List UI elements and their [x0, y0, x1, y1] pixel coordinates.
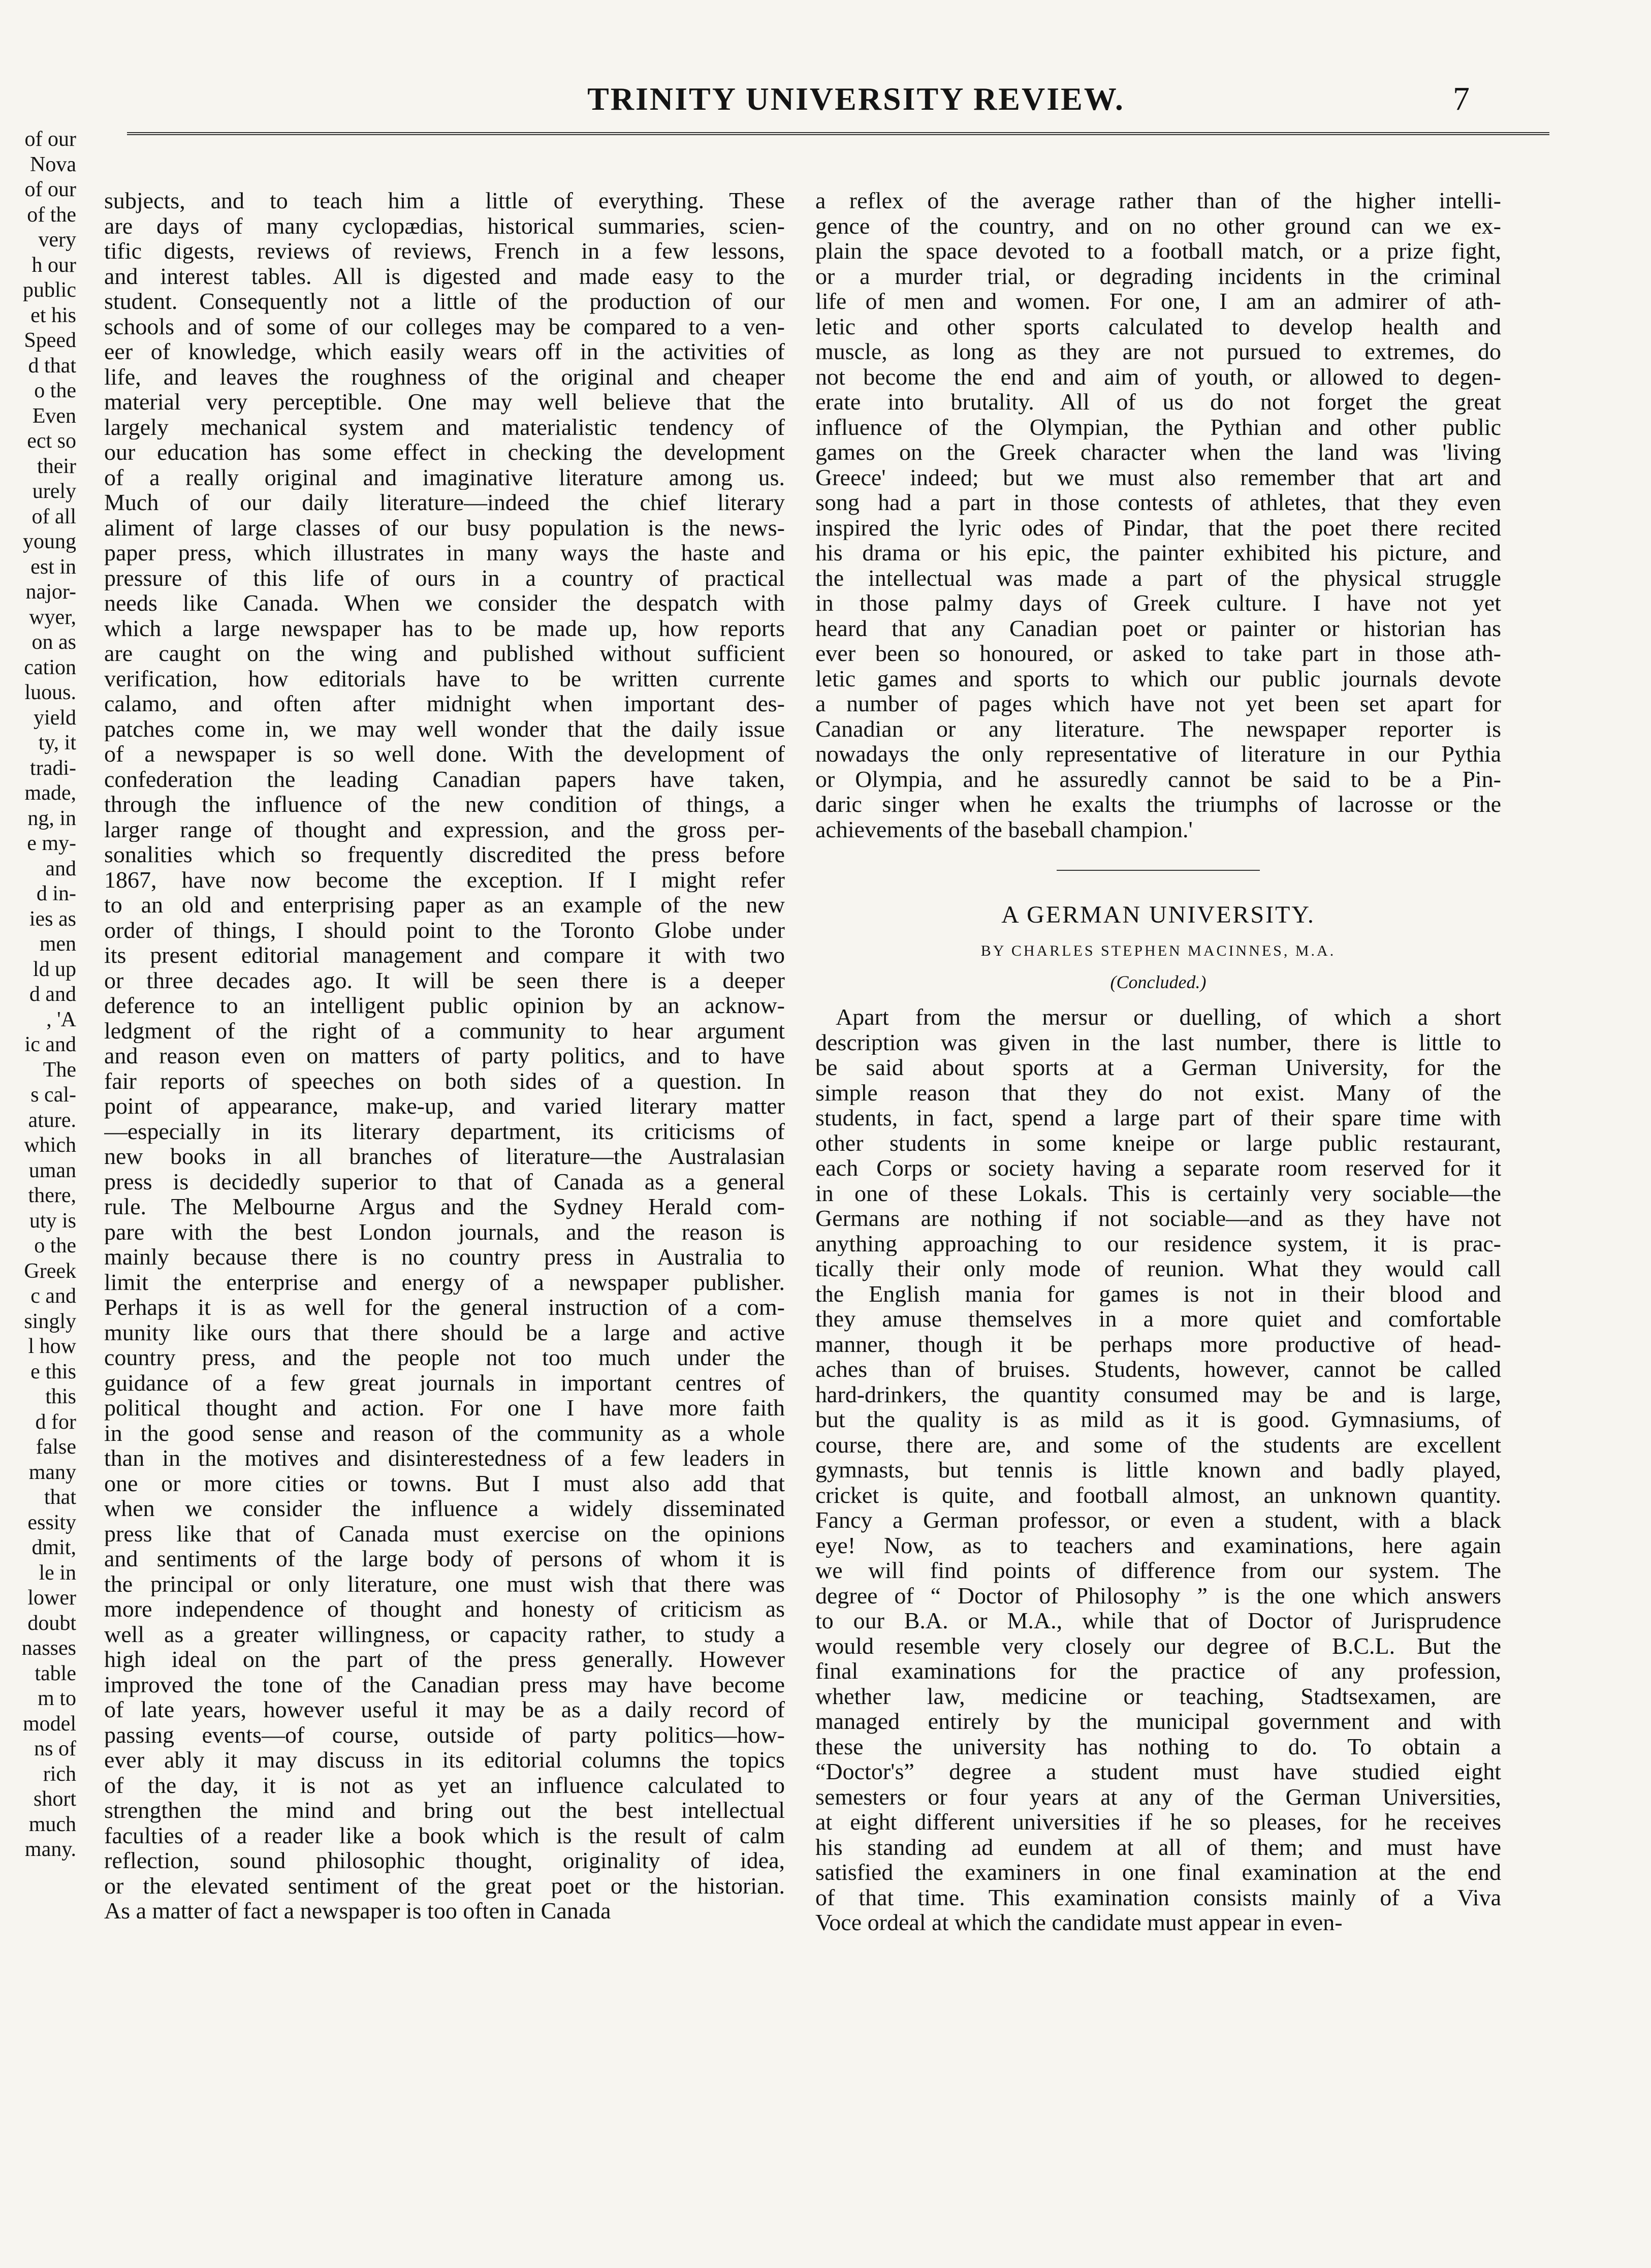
text-line: achievements of the baseball champion.': [815, 816, 1193, 842]
text-line: or three decades ago. It will be seen there is a deeper: [104, 967, 785, 993]
text-line: they amuse themselves in a more quiet and comfortable: [815, 1306, 1501, 1332]
text-line: letic and other sports calculated to develop health and: [815, 313, 1501, 339]
text-line: guidance of a few great journals in important centres of: [104, 1370, 785, 1395]
strip-line: h our: [31, 253, 76, 277]
strip-line: tradi-: [30, 756, 76, 780]
text-line: student. Consequently not a little of the production of our: [104, 289, 785, 314]
text-line: eye! Now, as to teachers and examinations, here again: [815, 1532, 1501, 1558]
text-line: or a murder trial, or degrading incidents in the criminal: [815, 263, 1501, 289]
strip-line: made,: [24, 781, 76, 805]
text-line: pare with the best London journals, and the reason is: [104, 1219, 785, 1244]
right-column-intro-text: [815, 188, 1501, 842]
text-line: subjects, and to teach him a little of everything. These: [104, 188, 785, 213]
strip-line: of our: [24, 128, 76, 151]
text-line: than in the motives and disinterestedness of a few leaders in: [104, 1445, 785, 1471]
text-line: daric singer when he exalts the triumphs of lacrosse or the: [815, 792, 1501, 817]
text-line: new books in all branches of literature—the Australasian: [104, 1144, 785, 1169]
text-line: country press, and the people not too much under the: [104, 1345, 785, 1370]
text-line: deference to an intelligent public opinion by an acknow-: [104, 993, 785, 1018]
text-line: larger range of thought and expression, and the gross per-: [104, 816, 785, 842]
text-line: muscle, as long as they are not pursued to extremes, do: [815, 339, 1501, 364]
text-line: material very perceptible. One may well believe that the: [104, 389, 785, 415]
text-line: the intellectual was made a part of the physical struggle: [815, 565, 1501, 590]
text-line: through the influence of the new condition of things, a: [104, 792, 785, 817]
text-line: patches come in, we may well wonder that the daily issue: [104, 716, 785, 741]
strip-line: nasses: [21, 1636, 76, 1660]
text-line: which a large newspaper has to be made up, how reports: [104, 615, 785, 641]
text-line: high ideal on the part of the press generally. However: [104, 1647, 785, 1672]
strip-line: cation: [24, 655, 76, 679]
text-line: whether law, medicine or teaching, Stadtsexamen, are: [815, 1683, 1501, 1709]
text-line: description was given in the last number, there is little to: [815, 1029, 1501, 1055]
text-line: letic games and sports to which our public journals devote: [815, 666, 1501, 691]
running-title: TRINITY UNIVERSITY REVIEW.: [587, 81, 1125, 117]
text-line: order of things, I should point to the Toronto Globe under: [104, 917, 785, 942]
text-line: in those palmy days of Greek culture. I have not yet: [815, 590, 1501, 616]
strip-line: of all: [31, 505, 76, 528]
text-line: to an old and enterprising paper as an example of the new: [104, 892, 785, 918]
strip-line: of the: [27, 203, 76, 227]
text-line: heard that any Canadian poet or painter or historian has: [815, 615, 1501, 641]
text-line: largely mechanical system and materialistic tendency of: [104, 414, 785, 439]
strip-line: singly: [24, 1309, 76, 1333]
text-line: eer of knowledge, which easily wears off in the activities of: [104, 339, 785, 364]
text-line: degree of “ Doctor of Philosophy ” is the one which answers: [815, 1583, 1501, 1608]
text-line: paper press, which illustrates in many ways the haste and: [104, 540, 785, 565]
text-line: erate into brutality. All of us do not forget the great: [815, 389, 1501, 415]
strip-line: ature.: [28, 1108, 76, 1132]
strip-line: s cal-: [30, 1083, 76, 1107]
strip-line: of our: [24, 178, 76, 201]
strip-line: najor-: [25, 580, 76, 604]
article-body-text: [815, 1004, 1501, 1935]
text-line: Apart from the mersur or duelling, of which a short: [836, 1004, 1501, 1030]
text-line: As a matter of fact a newspaper is too often in Canada: [104, 1898, 611, 1924]
text-line: aches than of bruises. Students, however, cannot be called: [815, 1357, 1501, 1382]
text-line: semesters or four years at any of the German Universities,: [815, 1784, 1501, 1809]
text-line: or Olympia, and he assuredly cannot be said to be a Pin-: [815, 766, 1501, 792]
text-line: Greece' indeed; but we must also remember that art and: [815, 464, 1501, 490]
text-line: political thought and action. For one I have more faith: [104, 1395, 785, 1421]
strip-line: ic and: [24, 1033, 76, 1056]
text-line: games on the Greek character when the land was 'living: [815, 439, 1501, 465]
text-line: tific digests, reviews of reviews, French in a few lessons,: [104, 238, 785, 264]
strip-line: many.: [24, 1838, 76, 1861]
text-line: satisfied the examiners in one final examination at the end: [815, 1860, 1501, 1885]
text-line: to our B.A. or M.A., while that of Doctor of Jurisprudence: [815, 1608, 1501, 1633]
strip-line: e my-: [27, 832, 76, 855]
strip-line: Nova: [30, 152, 76, 176]
text-line: of a really original and imaginative literature among us.: [104, 464, 785, 490]
strip-line: et his: [30, 303, 76, 327]
text-line: reflection, sound philosophic thought, originality of idea,: [104, 1848, 785, 1873]
text-line: his drama or his epic, the painter exhibited his picture, and: [815, 540, 1501, 565]
header-rule: [127, 132, 1549, 135]
strip-line: doubt: [27, 1611, 76, 1635]
text-line: of a newspaper is so well done. With the development of: [104, 741, 785, 767]
strip-line: yield: [34, 706, 76, 730]
text-line: mainly because there is no country press in Australia to: [104, 1244, 785, 1270]
text-line: passing events—of course, outside of party politics—how-: [104, 1722, 785, 1747]
text-line: other students in some kneipe or large public restaurant,: [815, 1130, 1501, 1155]
text-line: 1867, have now become the exception. If I might refer: [104, 867, 785, 892]
text-line: cricket is quite, and football almost, an unknown quantity.: [815, 1482, 1501, 1507]
strip-line: short: [34, 1787, 76, 1811]
strip-line: and: [45, 857, 76, 880]
strip-line: their: [37, 454, 76, 478]
strip-line: young: [23, 530, 76, 553]
text-line: plain the space devoted to a football match, or a prize fight,: [815, 238, 1501, 264]
text-line: simple reason that they do not exist. Many of the: [815, 1080, 1501, 1105]
text-line: limit the enterprise and energy of a newspaper publisher.: [104, 1269, 785, 1295]
text-line: its present editorial management and compare it with two: [104, 942, 785, 968]
text-line: gymnasts, but tennis is little known and badly played,: [815, 1457, 1501, 1483]
strip-line: e this: [30, 1360, 76, 1383]
strip-line: this: [45, 1385, 76, 1408]
strip-line: urely: [32, 480, 76, 503]
text-line: when we consider the influence a widely disseminated: [104, 1496, 785, 1521]
strip-line: on as: [31, 631, 76, 654]
text-line: one or more cities or towns. But I must also add that: [104, 1470, 785, 1496]
text-line: the principal or only literature, one must wish that there was: [104, 1571, 785, 1596]
strip-line: c and: [30, 1284, 76, 1308]
strip-line: d that: [28, 354, 76, 377]
strip-line: o the: [34, 379, 76, 402]
article-continuation-note: (Concluded.): [1110, 972, 1206, 992]
text-line: hard-drinkers, the quantity consumed may be and is large,: [815, 1381, 1501, 1407]
text-line: munity like ours that there should be a large and active: [104, 1319, 785, 1345]
page-header: [102, 76, 1560, 142]
strip-line: uman: [28, 1158, 76, 1182]
text-line: managed entirely by the municipal government and with: [815, 1709, 1501, 1734]
text-line: nowadays the only representative of literature in our Pythia: [815, 741, 1501, 767]
text-line: —especially in its literary department, its criticisms of: [104, 1118, 785, 1144]
strip-line: men: [39, 932, 76, 956]
strip-line: l how: [28, 1335, 76, 1358]
right-column: [815, 188, 1501, 1935]
text-line: “Doctor's” degree a student must have studied eight: [815, 1759, 1501, 1784]
strip-line: d for: [35, 1410, 76, 1434]
strip-line: d and: [29, 983, 76, 1006]
strip-line: false: [36, 1435, 76, 1459]
text-line: ever ably it may discuss in its editorial columns the topics: [104, 1747, 785, 1773]
text-line: be said about sports at a German University, for the: [815, 1055, 1501, 1080]
article-title: A GERMAN UNIVERSITY.: [1001, 901, 1315, 928]
text-line: rule. The Melbourne Argus and the Sydney Herald com-: [104, 1194, 785, 1219]
text-line: fair reports of speeches on both sides of a question. In: [104, 1068, 785, 1093]
text-line: confederation the leading Canadian papers have taken,: [104, 766, 785, 792]
text-line: students, in fact, spend a large part of their spare time with: [815, 1105, 1501, 1130]
text-line: would resemble very closely our degree of B.C.L. But the: [815, 1633, 1501, 1658]
text-line: Canadian or any literature. The newspaper reporter is: [815, 716, 1501, 741]
text-line: manner, though it be perhaps more productive of head-: [815, 1331, 1501, 1357]
strip-lines: [0, 127, 81, 1863]
text-line: needs like Canada. When we consider the despatch with: [104, 590, 785, 616]
strip-line: ld up: [33, 957, 76, 981]
text-line: faculties of a reader like a book which is the result of calm: [104, 1822, 785, 1848]
strip-line: model: [23, 1712, 76, 1736]
text-line: schools and of some of our colleges may be compared to a ven-: [104, 313, 785, 339]
text-line: in one of these Lokals. This is certainly very sociable—the: [815, 1180, 1501, 1206]
strip-line: much: [28, 1812, 76, 1836]
text-line: aliment of large classes of our busy population is the news-: [104, 515, 785, 540]
text-line: sonalities which so frequently discredited the press before: [104, 842, 785, 867]
strip-line: , 'A: [46, 1007, 76, 1031]
text-line: well as a greater willingness, or capacity rather, to study a: [104, 1621, 785, 1647]
strip-edge-rule: [0, 127, 2, 2210]
strip-line: The: [43, 1058, 76, 1082]
text-line: Voce ordeal at which the candidate must appear in even-: [815, 1910, 1343, 1935]
text-line: more independence of thought and honesty of criticism as: [104, 1596, 785, 1622]
strip-line: Even: [32, 404, 76, 428]
text-line: and interest tables. All is digested and made easy to the: [104, 263, 785, 289]
text-line: anything approaching to our residence system, it is prac-: [815, 1231, 1501, 1256]
text-line: song had a part in those contests of athletes, that they even: [815, 490, 1501, 515]
strip-line: luous.: [24, 681, 76, 704]
text-line: press like that of Canada must exercise on the opinions: [104, 1521, 785, 1546]
article-byline: BY CHARLES STEPHEN MACINNES, M.A.: [980, 942, 1336, 959]
text-line: his standing ad eundem at all of them; and must have: [815, 1834, 1501, 1860]
text-line: final examinations for the practice of any profession,: [815, 1658, 1501, 1684]
strip-line: o the: [34, 1234, 76, 1257]
text-line: life, and leaves the roughness of the original and cheaper: [104, 364, 785, 389]
text-line: or the elevated sentiment of the great poet or the historian.: [104, 1873, 785, 1898]
text-line: ever been so honoured, or asked to take part in those ath-: [815, 641, 1501, 666]
strip-line: lower: [27, 1586, 76, 1610]
text-line: a reflex of the average rather than of the higher intelli-: [815, 188, 1501, 213]
strip-line: est in: [30, 555, 76, 579]
text-line: point of appearance, make-up, and varied literary matter: [104, 1093, 785, 1119]
text-line: gence of the country, and on no other ground can we ex-: [815, 213, 1501, 238]
text-line: course, there are, and some of the students are excellent: [815, 1432, 1501, 1457]
strip-line: dmit,: [31, 1536, 76, 1559]
text-line: but the quality is as mild as it is good. Gymnasiums, of: [815, 1407, 1501, 1432]
strip-line: ect so: [27, 429, 76, 453]
text-line: are days of many cyclopædias, historical summaries, scien-: [104, 213, 785, 238]
strip-line: Speed: [24, 329, 76, 352]
strip-line: rich: [43, 1762, 76, 1786]
left-margin-strip: [0, 127, 81, 2210]
text-line: and sentiments of the large body of persons of whom it is: [104, 1546, 785, 1571]
text-line: we will find points of difference from our system. The: [815, 1558, 1501, 1583]
strip-line: le in: [39, 1561, 76, 1585]
strip-line: wyer,: [29, 605, 76, 629]
text-line: inspired the lyric odes of Pindar, that the poet there recited: [815, 515, 1501, 540]
strip-line: uty is: [29, 1209, 76, 1233]
section-divider: [1057, 870, 1260, 871]
text-line: in the good sense and reason of the community as a whole: [104, 1420, 785, 1445]
strip-line: essity: [27, 1510, 76, 1534]
text-line: of late years, however useful it may be as a daily record of: [104, 1697, 785, 1722]
text-line: of the day, it is not as yet an influence calculated to: [104, 1772, 785, 1798]
strip-line: public: [23, 278, 76, 302]
text-line: pressure of this life of ours in a country of practical: [104, 565, 785, 590]
strip-line: there,: [28, 1184, 76, 1207]
text-line: ledgment of the right of a community to hear argument: [104, 1018, 785, 1043]
left-column-text: [104, 188, 785, 1924]
text-line: Much of our daily literature—indeed the chief literary: [104, 490, 785, 515]
strip-line: ns of: [34, 1737, 76, 1760]
text-line: strengthen the mind and bring out the best intellectual: [104, 1798, 785, 1823]
text-line: a number of pages which have not yet been set apart for: [815, 691, 1501, 716]
text-line: these the university has nothing to do. To obtain a: [815, 1734, 1501, 1759]
strip-line: m to: [38, 1687, 76, 1710]
strip-line: that: [44, 1486, 76, 1509]
strip-line: very: [38, 228, 76, 251]
text-line: not become the end and aim of youth, or allowed to degen-: [815, 364, 1501, 389]
left-column: [104, 188, 785, 1924]
text-line: of that time. This examination consists mainly of a Viva: [815, 1884, 1501, 1910]
strip-line: which: [24, 1133, 76, 1157]
text-line: the English mania for games is not in their blood and: [815, 1281, 1501, 1306]
text-line: press is decidedly superior to that of Canada as a general: [104, 1169, 785, 1194]
strip-line: ty, it: [38, 731, 76, 754]
strip-line: ies as: [29, 907, 76, 931]
text-line: Germans are nothing if not sociable—and as they have not: [815, 1206, 1501, 1231]
text-line: our education has some effect in checking the development: [104, 439, 785, 465]
text-line: are caught on the wing and published without sufficient: [104, 641, 785, 666]
text-line: life of men and women. For one, I am an admirer of ath-: [815, 289, 1501, 314]
text-line: influence of the Olympian, the Pythian and other public: [815, 414, 1501, 439]
text-line: at eight different universities if he so pleases, for he receives: [815, 1809, 1501, 1835]
text-line: verification, how editorials have to be written currente: [104, 666, 785, 691]
strip-line: d in-: [36, 882, 76, 905]
text-line: and reason even on matters of party politics, and to have: [104, 1043, 785, 1068]
strip-line: ng, in: [27, 806, 76, 830]
text-line: calamo, and often after midnight when important des-: [104, 691, 785, 716]
text-line: tically their only mode of reunion. What they would call: [815, 1256, 1501, 1281]
text-line: each Corps or society having a separate room reserved for it: [815, 1155, 1501, 1181]
text-line: Perhaps it is as well for the general instruction of a com-: [104, 1295, 785, 1320]
text-line: improved the tone of the Canadian press may have become: [104, 1672, 785, 1697]
strip-line: many: [28, 1460, 76, 1484]
strip-line: Greek: [24, 1259, 76, 1283]
strip-line: table: [35, 1661, 76, 1685]
text-line: Fancy a German professor, or even a student, with a black: [815, 1507, 1501, 1533]
page-number: 7: [1453, 80, 1470, 117]
